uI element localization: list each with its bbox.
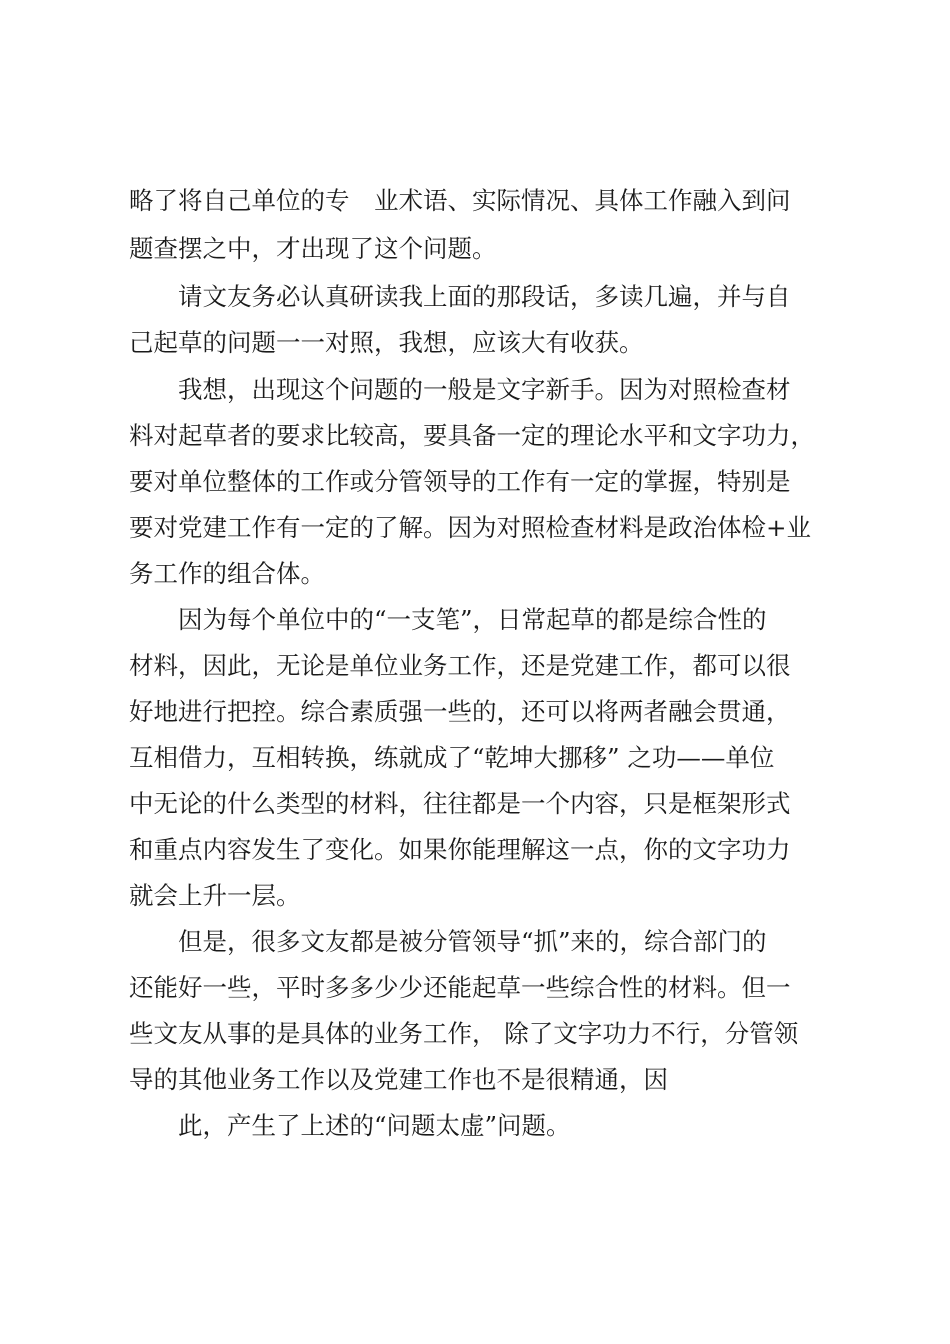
text-line: 互相借力，互相转换，练就成了“乾坤大挪移” 之功——单位 (129, 743, 775, 772)
text-line: 就会上升一层。 (129, 881, 301, 910)
text-line: 些文友从事的是具体的业务工作， 除了文字功力不行，分管领 (129, 1019, 799, 1048)
paragraph-first-line: 此，产生了上述的“问题太虚”问题。 (178, 1111, 571, 1140)
text-line: 中无论的什么类型的材料，往往都是一个内容，只是框架形式 (129, 789, 791, 818)
paragraph-first-line: 我想，出现这个问题的一般是文字新手。因为对照检查材 (178, 375, 791, 404)
text-line: 好地进行把控。综合素质强一些的，还可以将两者融会贯通， (129, 697, 791, 726)
text-line: 略了将自己单位的专 业术语、实际情况、具体工作融入到问 (129, 186, 791, 215)
text-line: 材料，因此，无论是单位业务工作，还是党建工作，都可以很 (129, 651, 791, 680)
paragraph-first-line: 请文友务必认真研读我上面的那段话，多读几遍，并与自 (178, 282, 791, 311)
paragraph-first-line: 但是，很多文友都是被分管领导“抓”来的，综合部门的 (178, 927, 767, 956)
text-line: 和重点内容发生了变化。如果你能理解这一点，你的文字功力 (129, 835, 791, 864)
text-line: 导的其他业务工作以及党建工作也不是很精通，因 (129, 1065, 668, 1094)
text-line: 务工作的组合体。 (129, 559, 325, 588)
text-line: 还能好一些，平时多多少少还能起草一些综合性的材料。但一 (129, 973, 791, 1002)
text-line: 料对起草者的要求比较高，要具备一定的理论水平和文字功力， (129, 421, 815, 450)
text-line: 要对党建工作有一定的了解。因为对照检查材料是政治体检+业 (129, 513, 812, 542)
paragraph-first-line: 因为每个单位中的“一支笔”，日常起草的都是综合性的 (178, 605, 767, 634)
text-line: 要对单位整体的工作或分管领导的工作有一定的掌握，特别是 (129, 467, 791, 496)
text-line: 题查摆之中，才出现了这个问题。 (129, 234, 497, 263)
text-line: 己起草的问题一一对照，我想，应该大有收获。 (129, 328, 644, 357)
